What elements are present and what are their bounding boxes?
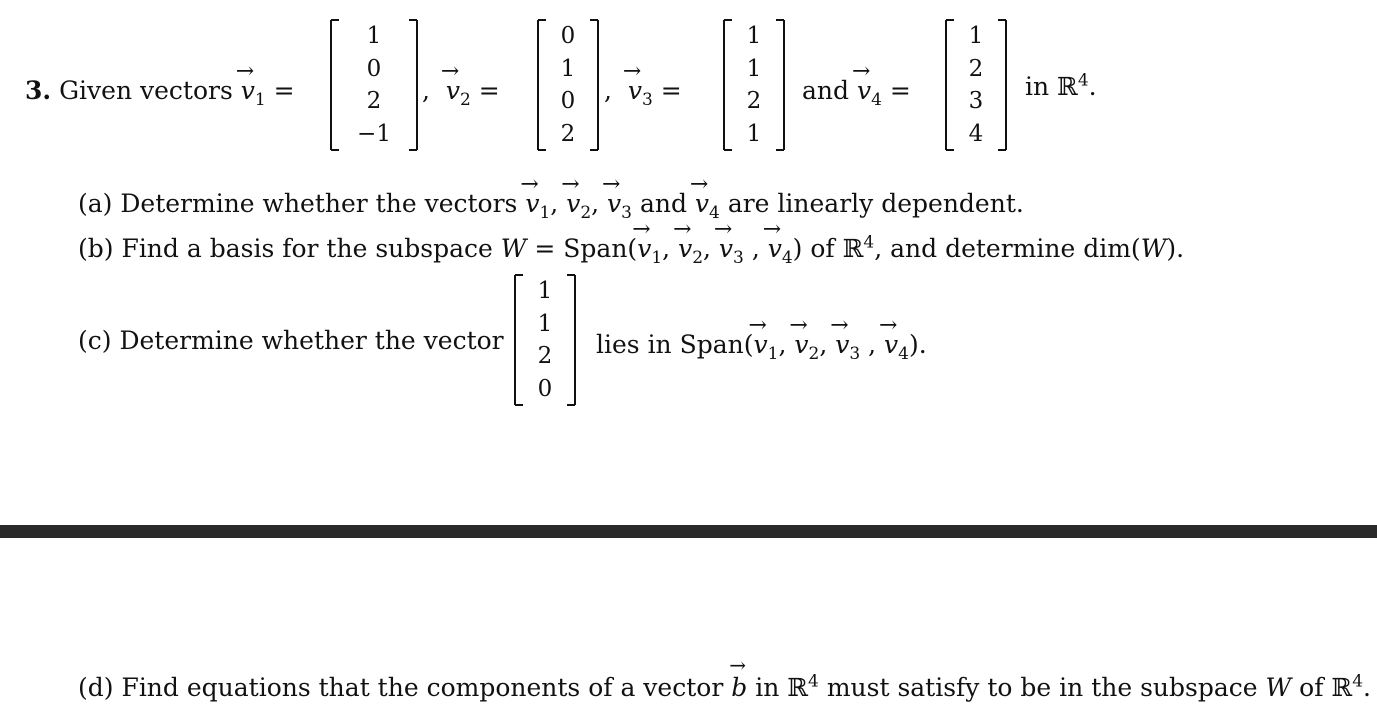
part-d-label: (d)	[78, 673, 114, 702]
v3-entry: 1	[746, 120, 762, 147]
part-b-label: (b)	[78, 234, 114, 263]
v2-entry: 1	[560, 55, 576, 82]
v3-entry: 1	[746, 55, 762, 82]
v2-entry: 0	[560, 23, 576, 49]
vector-v4: → v	[689, 172, 710, 218]
vector-v2: → v	[673, 217, 693, 263]
v1-entry: 2	[366, 88, 382, 115]
problem-number: 3.	[25, 76, 52, 105]
part-d-text: Find equations that the components of a vector	[121, 673, 724, 702]
vector-v2: → v	[561, 172, 581, 218]
v4-entry: 1	[968, 23, 984, 49]
part-c-tail: lies in Span( → $v_1$, → $v_2$, → $v_3$ , → $v_4$).	[596, 313, 927, 364]
c-entry: 1	[537, 310, 553, 337]
space-label: in ℝ$^4$.	[1025, 70, 1097, 101]
v3-label-group: , → $v_3$ =	[604, 59, 682, 110]
part-a-text: Determine whether the vectors	[120, 189, 518, 218]
part-c-text: Determine whether the vector	[119, 326, 504, 355]
part-d: (d) Find equations that the components of a vector → b in ℝ$^4$ must satisfy to be in the subspace W of ℝ$^4$.	[78, 653, 1371, 702]
c-entry: 2	[537, 343, 553, 370]
matrix-v4	[945, 20, 1007, 150]
part-a: (a) Determine whether the vectors → $v_1$, → $v_2$, → $v_3$ and → $v_4$ are linearly dependent.	[78, 172, 1024, 223]
vector-v3: → v	[713, 217, 734, 263]
subspace-w: W	[500, 234, 527, 263]
given-label: Given vectors	[59, 76, 233, 105]
v4-entry: 4	[968, 120, 984, 147]
part-c-label: (c)	[78, 326, 112, 355]
matrix-v1	[330, 20, 418, 150]
c-entry: 0	[537, 375, 553, 402]
v1-entry: −1	[357, 120, 391, 147]
vector-v3: → v	[602, 172, 622, 218]
part-a-label: (a)	[78, 189, 113, 218]
v3-entry: 1	[746, 23, 762, 49]
v1-entry: 0	[366, 55, 382, 82]
subspace-w: W	[1265, 673, 1292, 702]
v4-entry: 2	[968, 55, 984, 82]
matrix-v3	[723, 20, 785, 150]
section-divider	[0, 525, 1377, 538]
part-b-text: Find a basis for the subspace	[121, 234, 493, 263]
v4-label-group: and → $v_4$ =	[802, 59, 911, 110]
vector-v3: → v	[622, 59, 642, 105]
vector-v1: → v	[748, 313, 768, 359]
vector-v2: → v	[789, 313, 809, 359]
v3-entry: 2	[746, 88, 762, 115]
vector-v1: → v	[235, 59, 255, 105]
v1-entry: 1	[366, 23, 382, 49]
vector-v4: → v	[762, 217, 782, 263]
c-entry: 1	[537, 278, 553, 304]
problem-statement: 3. Given vectors → $v_1$ =	[25, 59, 295, 110]
vector-b: → b	[729, 653, 748, 702]
v2-label-group: , → $v_2$ =	[422, 59, 500, 110]
v2-entry: 2	[560, 120, 576, 147]
vector-v3: → v	[830, 313, 850, 359]
and-label: and	[802, 76, 850, 105]
part-a-text-end: are linearly dependent.	[727, 189, 1024, 218]
part-c	[78, 326, 504, 356]
part-b: (b) Find a basis for the subspace W = Span( → $v_1$, → $v_2$, → $v_3$ , → $v_4$) of ℝ$^4$, and determine dim(W).	[78, 217, 1185, 268]
vector-v1: → v	[632, 217, 652, 263]
v4-entry: 3	[968, 88, 984, 115]
matrix-c	[514, 275, 576, 405]
v2-entry: 0	[560, 88, 576, 115]
vector-v4: → v	[879, 313, 899, 359]
vector-v2: → v	[440, 59, 460, 105]
vector-v1: → v	[520, 172, 540, 218]
matrix-v2	[537, 20, 599, 150]
vector-v4: → v	[851, 59, 872, 105]
